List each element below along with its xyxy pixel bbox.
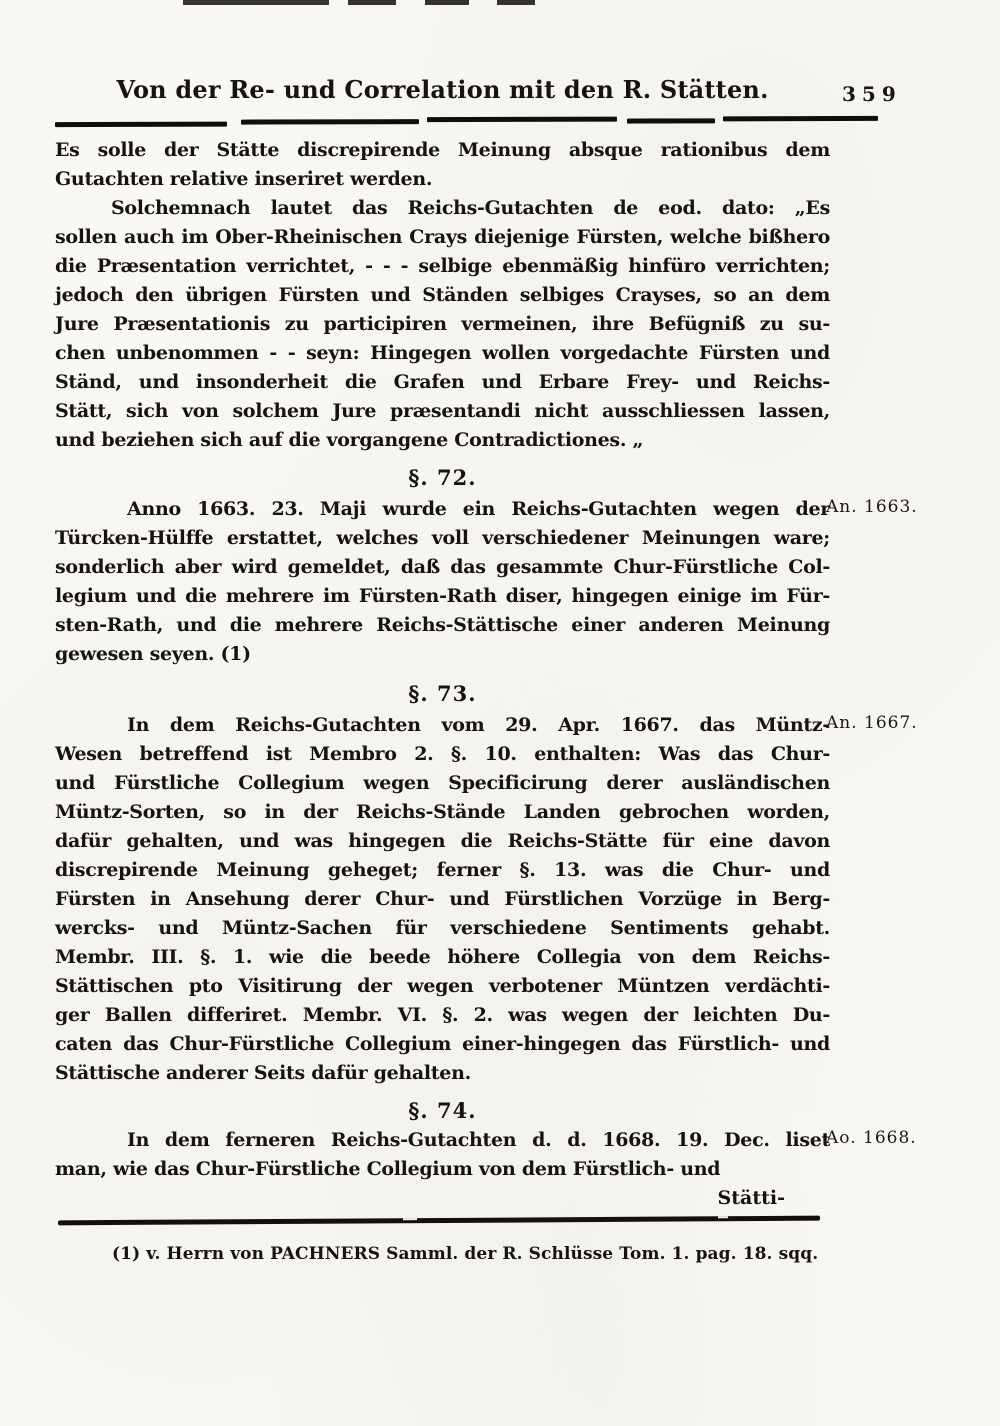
paragraph-anno-1663 xyxy=(55,495,918,669)
section-heading-72: §. 72. xyxy=(408,465,477,490)
text-line: discrepirende Meinung geheget; ferner §. 13. was die Chur- und xyxy=(55,859,830,881)
text-line: Es solle der Stätte discrepirende Meinung absque rationibus dem xyxy=(55,139,830,161)
text-line: Stätt, sich von solchem Jure præsentandi nicht ausschliessen lassen, xyxy=(55,400,830,422)
text-line: Anno 1663. 23. Maji wurde ein Reichs-Gutachten wegen der xyxy=(127,498,830,520)
scan-artifact-bar xyxy=(348,0,396,5)
header-rule-segment xyxy=(55,122,227,127)
scan-artifact-bar xyxy=(497,0,535,5)
text-line: Membr. III. §. 1. wie die beede höhere Collegia von dem Reichs- xyxy=(55,946,830,968)
footnote-text: (1) v. Herrn von PACHNERS Samml. der R. Schlüsse Tom. 1. pag. 18. sqq. xyxy=(112,1244,819,1264)
paragraph-anno-1667 xyxy=(55,711,918,1088)
text-line: Jure Præsentationis zu participiren vermeinen, ihre Befügniß zu su- xyxy=(55,313,830,335)
text-line: sonderlich aber wird gemeldet, daß das gesammte Chur-Fürstliche Col- xyxy=(55,556,830,578)
text-line: und Fürstliche Collegium wegen Specificirung derer ausländischen xyxy=(55,772,830,794)
text-line: Ständ, und insonderheit die Grafen und Erbare Frey- und Reichs- xyxy=(55,371,830,393)
margin-note-1668: Ao. 1668. xyxy=(826,1128,917,1148)
section-heading-73: §. 73. xyxy=(408,681,477,706)
scan-artifact-bar xyxy=(183,0,329,5)
text-line: Stättischen pto Visitirung der wegen verbotener Müntzen verdächti- xyxy=(55,975,830,997)
text-column xyxy=(55,136,918,1213)
text-line: legium und die mehrere im Fürsten-Rath diser, hingegen einige im Für- xyxy=(55,585,830,607)
scan-artifact-bar xyxy=(425,0,469,5)
text-line: Stättische anderer Seits dafür gehalten. xyxy=(55,1062,471,1084)
text-line: Solchemnach lautet das Reichs-Gutachten de eod. dato: „Es xyxy=(111,197,830,219)
text-line: In dem Reichs-Gutachten vom 29. Apr. 1667. das Müntz- xyxy=(127,714,830,736)
text-line: Gutachten relative inseriret werden. xyxy=(55,168,433,190)
text-line: sten-Rath, und die mehrere Reichs-Stättische einer anderen Meinung xyxy=(55,614,830,636)
text-line: gewesen seyen. (1) xyxy=(55,643,251,665)
text-line: Fürsten in Ansehung derer Chur- und Fürstlichen Vorzüge in Berg- xyxy=(55,888,830,910)
header-rule xyxy=(55,116,878,128)
margin-note-1667: An. 1667. xyxy=(826,713,918,733)
header-rule-segment xyxy=(723,116,878,121)
text-line: jedoch den übrigen Fürsten und Ständen selbiges Crayses, so an dem xyxy=(55,284,830,306)
text-line: Türcken-Hülffe erstattet, welches voll verschiedener Meinungen ware; xyxy=(55,527,830,549)
header-rule-segment xyxy=(427,117,617,122)
footnote-rule-break xyxy=(403,1218,417,1220)
text-line: Müntz-Sorten, so in der Reichs-Stände Landen gebrochen worden, xyxy=(55,801,830,823)
catchword: Stätti- xyxy=(717,1187,785,1209)
header-rule-segment xyxy=(627,118,715,123)
text-line: Wesen betreffend ist Membro 2. §. 10. enthalten: Was das Chur- xyxy=(55,743,830,765)
paragraph-intro xyxy=(55,136,830,194)
text-line: und beziehen sich auf die vorgangene Contradictiones. „ xyxy=(55,429,644,451)
text-line: wercks- und Müntz-Sachen für verschiedene Sentiments gehabt. xyxy=(55,917,830,939)
margin-note-1663: An. 1663. xyxy=(826,497,918,517)
paragraph-anno-1668 xyxy=(55,1126,917,1184)
text-line: caten das Chur-Fürstliche Collegium einer-hingegen das Fürstlich- und xyxy=(55,1033,830,1055)
paragraph-reichsgutachten-quote xyxy=(55,194,830,455)
text-line: chen unbenommen - - seyn: Hingegen wollen vorgedachte Fürsten und xyxy=(55,342,830,364)
text-line: sollen auch im Ober-Rheinischen Crays diejenige Fürsten, welche bißhero xyxy=(55,226,830,248)
text-line: ger Ballen differiret. Membr. VI. §. 2. was wegen der leichten Du- xyxy=(55,1004,830,1026)
footnote-rule xyxy=(58,1216,820,1226)
page-number: 359 xyxy=(842,82,902,106)
running-head-title: Von der Re- und Correlation mit den R. Stätten. xyxy=(116,75,769,104)
text-line: die Præsentation verrichtet, - - - selbige ebenmäßig hinfüro verrichten; xyxy=(55,255,830,277)
text-line: dafür gehalten, und was hingegen die Reichs-Stätte für eine davon xyxy=(55,830,830,852)
footnote-rule-break xyxy=(718,1216,728,1218)
text-line: man, wie das Chur-Fürstliche Collegium von dem Fürstlich- und xyxy=(55,1158,721,1180)
section-heading-74: §. 74. xyxy=(408,1098,477,1123)
text-line: In dem ferneren Reichs-Gutachten d. d. 1668. 19. Dec. liset xyxy=(127,1129,830,1151)
header-rule-segment xyxy=(241,119,419,124)
